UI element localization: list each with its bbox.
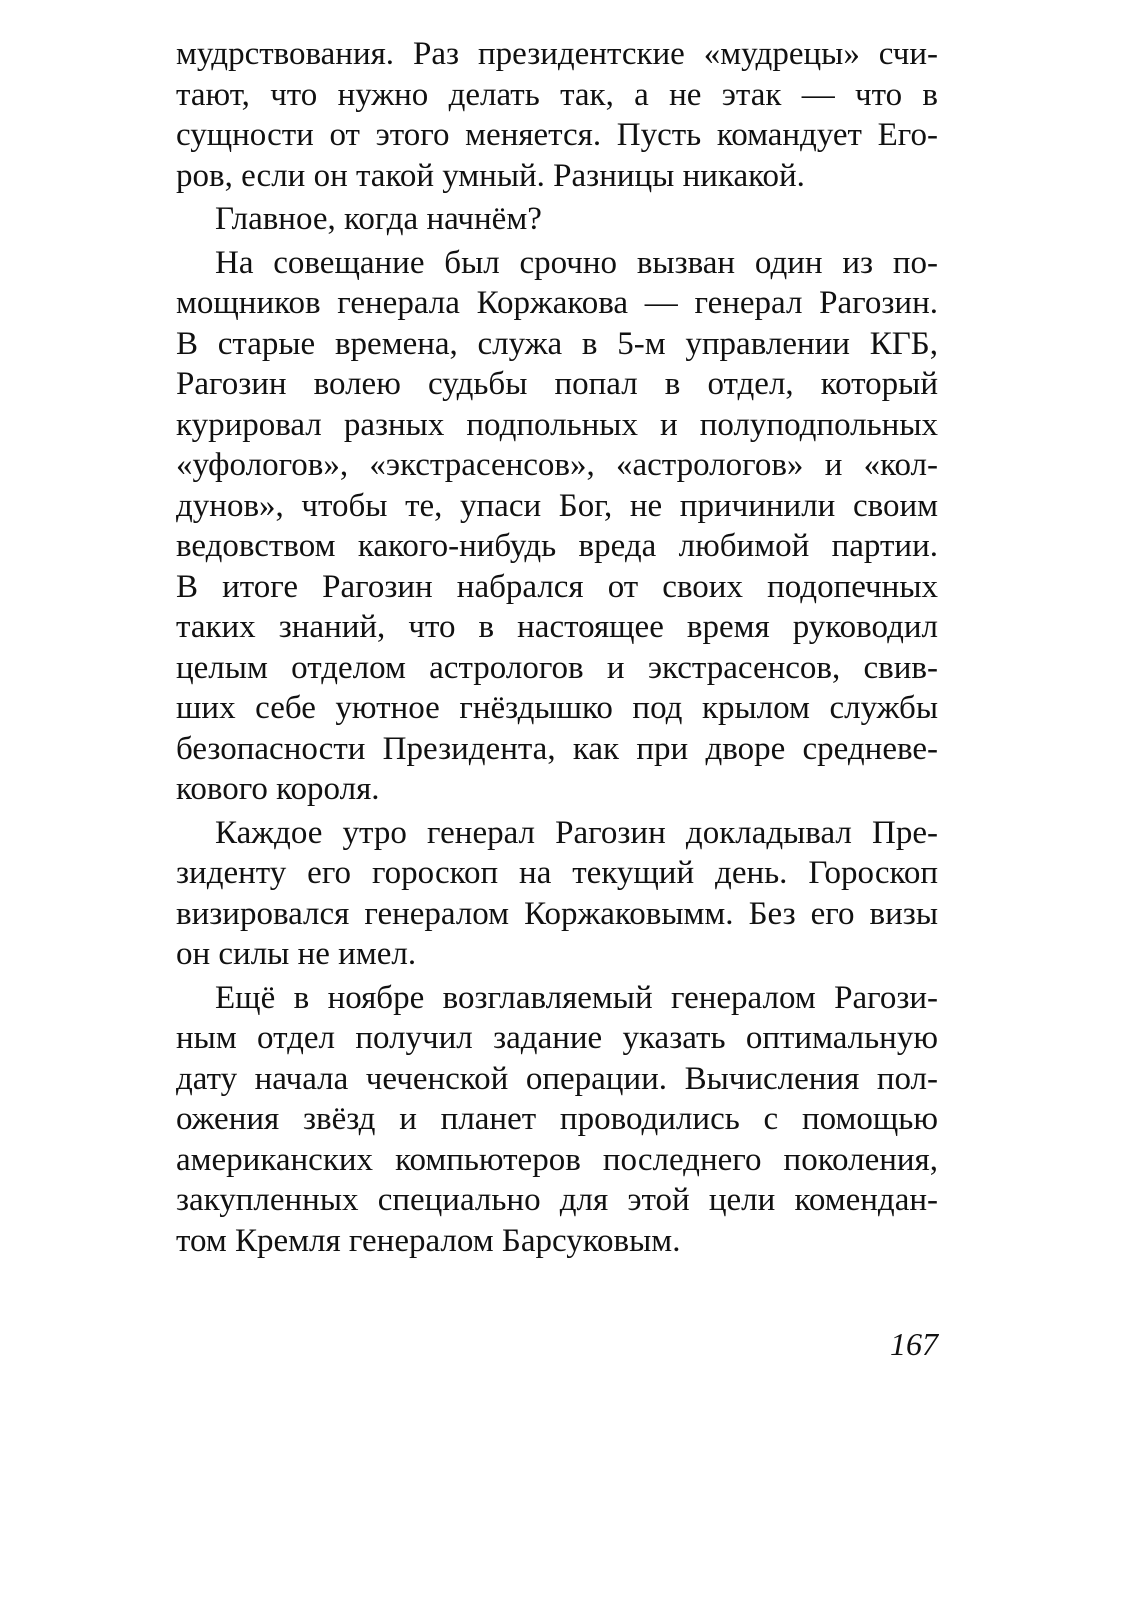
paragraph — [176, 978, 938, 1262]
text-line: кового короля. — [176, 771, 380, 807]
text-line: безопасности Президента, как при дворе средневе- — [176, 730, 938, 767]
text-line: ожения звёзд и планет проводились с помощью — [176, 1101, 938, 1137]
text-line: он силы не имел. — [176, 936, 417, 972]
body-text — [176, 34, 938, 1261]
text-line: том Кремля генералом Барсуковым. — [176, 1222, 681, 1259]
text-line: ших себе уютное гнёздышко под крылом службы — [176, 690, 938, 726]
text-line: ведовством какого-нибудь вреда любимой партии. — [176, 528, 938, 564]
text-line: Ещё в ноябре возглавляемый генералом Рагози- — [215, 979, 938, 1016]
text-line: Главное, когда начнём? — [215, 201, 542, 237]
text-line: сущности от этого меняется. Пусть командует Его- — [176, 117, 938, 153]
page-body — [176, 34, 938, 1261]
paragraph — [176, 34, 938, 196]
text-line: В итоге Рагозин набрался от своих подопечных — [176, 568, 938, 605]
paragraph — [176, 813, 938, 975]
text-line: дату начала чеченской операции. Вычисления пол- — [176, 1060, 938, 1097]
text-line: В старые времена, служа в 5-м управлении КГБ, — [176, 325, 938, 362]
text-line: визировался генералом Коржаковымм. Без его визы — [176, 895, 938, 932]
paragraph — [176, 243, 938, 810]
text-line: таких знаний, что в настоящее время руководил — [176, 609, 938, 645]
text-line: закупленных специально для этой цели комендан- — [176, 1182, 938, 1218]
paragraph — [176, 199, 938, 240]
text-line: дунов», чтобы те, упаси Бог, не причинили своим — [176, 487, 938, 524]
text-line: Рагозин волею судьбы попал в отдел, который — [176, 366, 938, 402]
text-line: зиденту его гороскоп на текущий день. Гороскоп — [176, 855, 938, 891]
text-line: американских компьютеров последнего поколения, — [176, 1141, 938, 1178]
text-line: ров, если он такой умный. Разницы никакой. — [176, 157, 805, 194]
text-line: мощников генерала Коржакова — генерал Рагозин. — [176, 285, 938, 321]
page-number: 167 — [890, 1326, 938, 1362]
text-line: ным отдел получил задание указать оптимальную — [176, 1020, 938, 1056]
text-line: Каждое утро генерал Рагозин докладывал Пре- — [215, 814, 938, 851]
text-line: На совещание был срочно вызван один из по- — [215, 244, 938, 281]
text-line: мудрствования. Раз президентские «мудрецы» счи- — [176, 36, 938, 72]
text-line: тают, что нужно делать так, а не этак — что в — [176, 76, 938, 113]
text-line: целым отделом астрологов и экстрасенсов, свив- — [176, 649, 938, 686]
text-line: курировал разных подпольных и полуподпольных — [176, 406, 938, 443]
text-line: «уфологов», «экстрасенсов», «астрологов» и «кол- — [176, 447, 938, 483]
